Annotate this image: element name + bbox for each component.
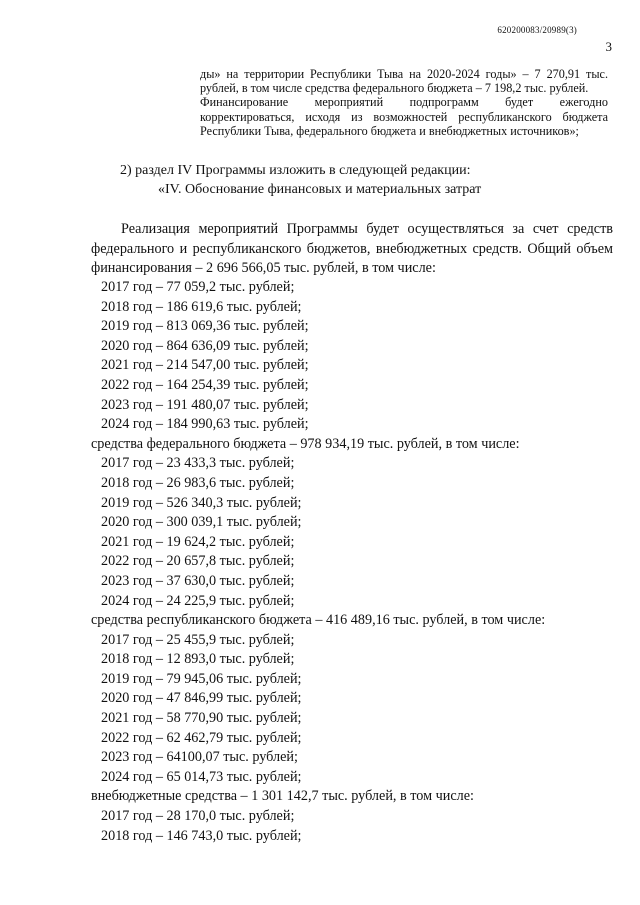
section-title: «IV. Обоснование финансовых и материальных затрат	[158, 182, 482, 197]
republic-heading: средства республиканского бюджета – 416 489,16 тыс. рублей, в том числе:	[91, 612, 546, 629]
federal-heading: средства федерального бюджета – 978 934,19 тыс. рублей, в том числе:	[91, 435, 520, 452]
republic-year-2023: 2023 год – 64100,07 тыс. рублей;	[101, 749, 298, 766]
quoted-paragraph-2: Финансирование мероприятий подпрограмм будет ежегодно корректироваться, исходя из возможностей республиканского бюджета Республики Тыва, федерального бюджета и внебюджетных источников»;	[200, 95, 608, 138]
total-year-2019: 2019 год – 813 069,36 тыс. рублей;	[101, 318, 309, 335]
total-year-2021: 2021 год – 214 547,00 тыс. рублей;	[101, 357, 309, 374]
total-year-2024: 2024 год – 184 990,63 тыс. рублей;	[101, 416, 309, 433]
federal-year-2021: 2021 год – 19 624,2 тыс. рублей;	[101, 533, 295, 550]
quoted-paragraph-1: ды» на территории Республики Тыва на 2020-2024 годы» – 7 270,91 тыс. рублей, в том числе средства федерального бюджета – 7 198,2 тыс. рублей.	[200, 67, 608, 96]
republic-year-2022: 2022 год – 62 462,79 тыс. рублей;	[101, 729, 302, 746]
quoted-text-block	[200, 67, 608, 138]
federal-year-2018: 2018 год – 26 983,6 тыс. рублей;	[101, 474, 295, 491]
republic-year-2024: 2024 год – 65 014,73 тыс. рублей;	[101, 768, 302, 785]
total-year-2017: 2017 год – 77 059,2 тыс. рублей;	[101, 279, 295, 295]
federal-year-2022: 2022 год – 20 657,8 тыс. рублей;	[101, 553, 295, 570]
republic-year-2018: 2018 год – 12 893,0 тыс. рублей;	[101, 651, 295, 668]
total-year-2020: 2020 год – 864 636,09 тыс. рублей;	[101, 337, 309, 354]
federal-year-2019: 2019 год – 526 340,3 тыс. рублей;	[101, 494, 302, 511]
total-year-2022: 2022 год – 164 254,39 тыс. рублей;	[101, 376, 309, 393]
financing-list	[91, 278, 621, 846]
total-year-2023: 2023 год – 191 480,07 тыс. рублей;	[101, 396, 309, 413]
federal-year-2024: 2024 год – 24 225,9 тыс. рублей;	[101, 592, 295, 609]
total-year-2018: 2018 год – 186 619,6 тыс. рублей;	[101, 298, 302, 315]
extrabudget-year-2018: 2018 год – 146 743,0 тыс. рублей;	[101, 827, 302, 844]
federal-year-2020: 2020 год – 300 039,1 тыс. рублей;	[101, 514, 302, 531]
extrabudget-year-2017: 2017 год – 28 170,0 тыс. рублей;	[101, 808, 295, 825]
amendment-instruction: 2) раздел IV Программы изложить в следующей редакции:	[120, 163, 471, 178]
document-code: 620200083/20989(3)	[497, 25, 577, 35]
federal-year-2017: 2017 год – 23 433,3 тыс. рублей;	[101, 455, 295, 472]
republic-year-2021: 2021 год – 58 770,90 тыс. рублей;	[101, 710, 302, 727]
republic-year-2019: 2019 год – 79 945,06 тыс. рублей;	[101, 670, 302, 687]
page-number: 3	[605, 39, 612, 54]
republic-year-2017: 2017 год – 25 455,9 тыс. рублей;	[101, 631, 295, 648]
intro-paragraph: Реализация мероприятий Программы будет осуществляться за счет средств федерального и республиканского бюджетов, внебюджетных средств. Общий объем финансирования – 2 696 566,05 тыс. рублей, в том числе:	[91, 221, 613, 277]
federal-year-2023: 2023 год – 37 630,0 тыс. рублей;	[101, 572, 295, 589]
republic-year-2020: 2020 год – 47 846,99 тыс. рублей;	[101, 690, 302, 707]
extrabudget-heading: внебюджетные средства – 1 301 142,7 тыс. рублей, в том числе:	[91, 788, 474, 805]
